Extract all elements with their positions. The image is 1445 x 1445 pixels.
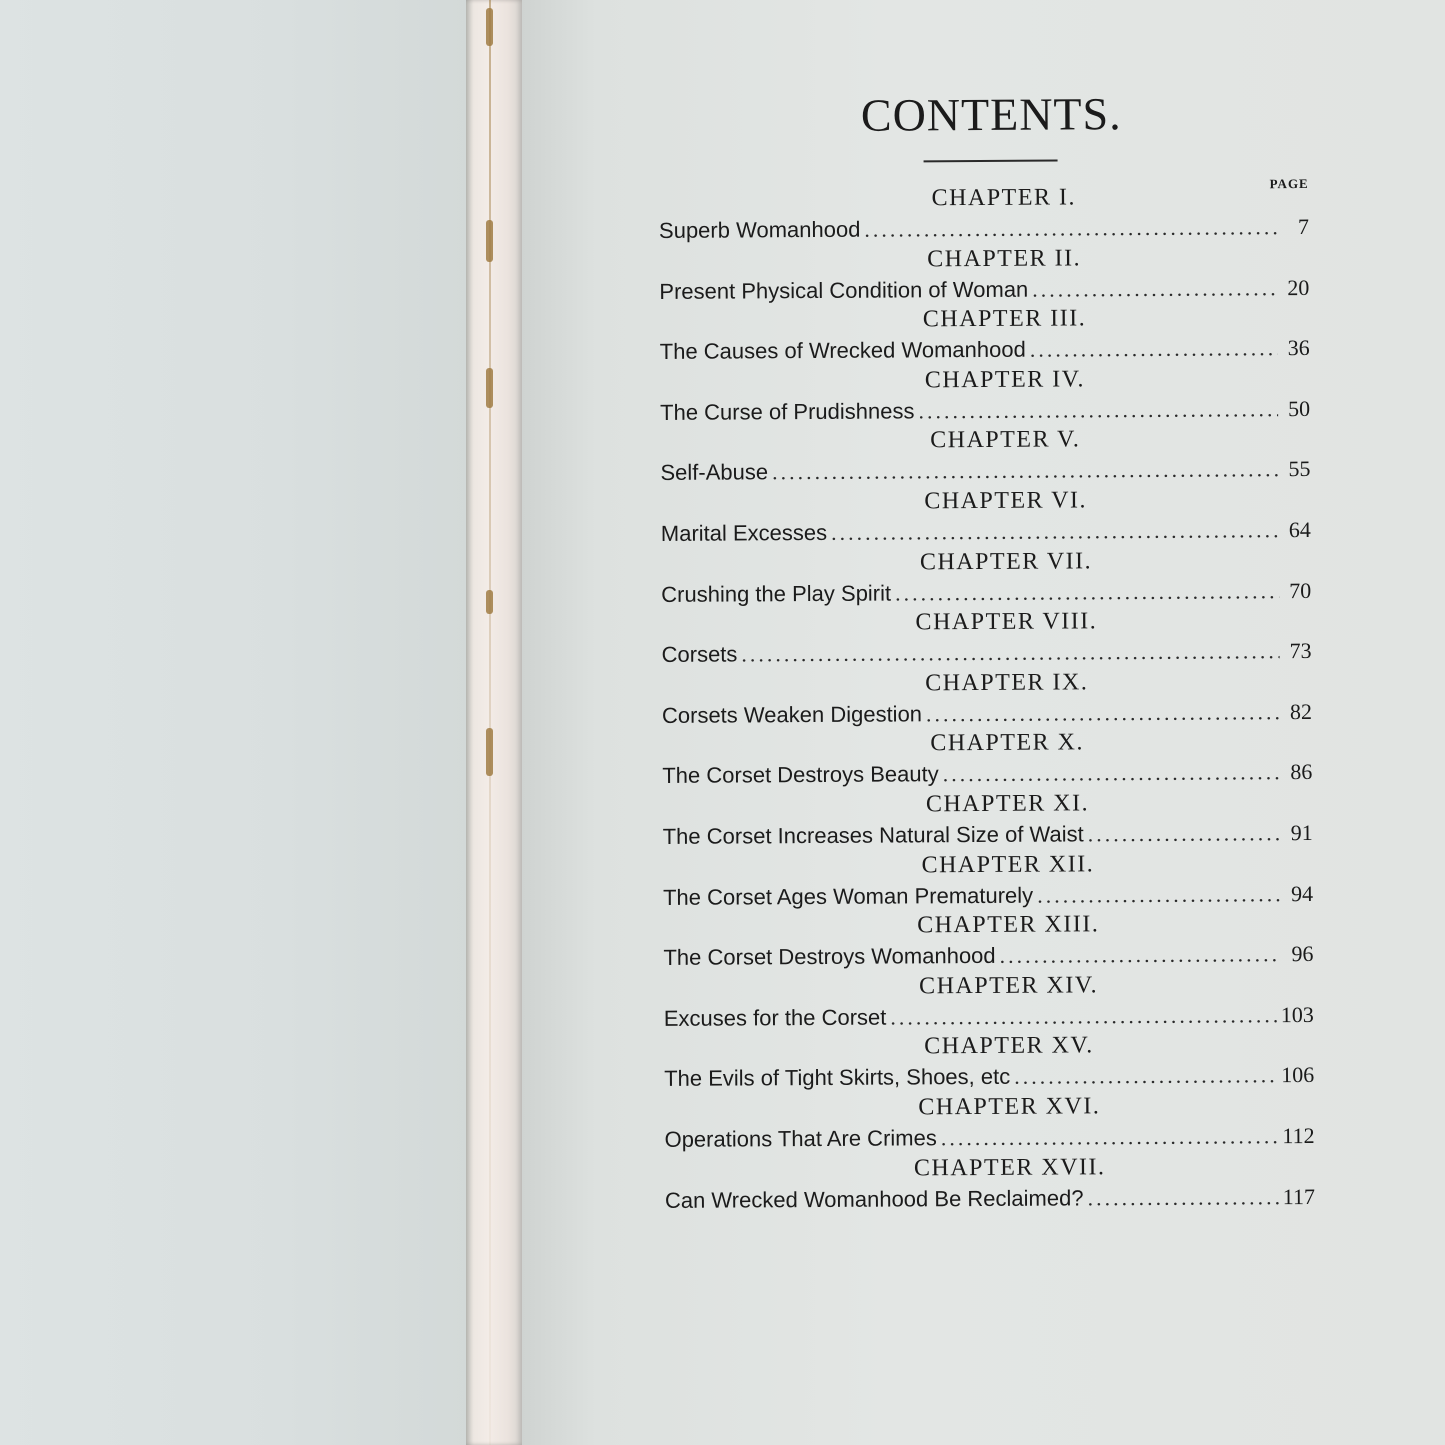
dot-leader bbox=[943, 760, 1281, 788]
page-number: 73 bbox=[1289, 638, 1312, 664]
chapter-heading: CHAPTER XII. bbox=[921, 850, 1095, 878]
dot-leader bbox=[918, 396, 1278, 424]
chapter-title: Marital Excesses bbox=[660, 519, 828, 546]
page-number: 70 bbox=[1289, 577, 1312, 603]
page-number: 117 bbox=[1282, 1183, 1315, 1209]
dot-leader bbox=[1087, 1184, 1278, 1211]
dot-leader bbox=[1037, 881, 1281, 908]
chapter-title: The Corset Destroys Womanhood bbox=[663, 943, 996, 971]
binding-stitch bbox=[486, 8, 493, 46]
chapter-title-row bbox=[664, 1002, 1314, 1032]
chapter-title-row bbox=[665, 1183, 1315, 1213]
chapter-heading: CHAPTER II. bbox=[927, 244, 1082, 272]
dot-leader bbox=[1032, 275, 1277, 302]
chapter-entry bbox=[662, 726, 1312, 791]
blank-left-page bbox=[0, 0, 472, 1445]
dot-leader bbox=[1030, 335, 1278, 363]
dot-leader bbox=[890, 1002, 1277, 1030]
chapter-entry bbox=[663, 848, 1313, 913]
chapter-entry bbox=[662, 787, 1312, 852]
chapter-entry bbox=[659, 242, 1309, 307]
chapter-heading: CHAPTER IX. bbox=[925, 669, 1089, 697]
page-number: 96 bbox=[1291, 941, 1314, 967]
chapter-title-row bbox=[662, 759, 1312, 789]
chapter-entry bbox=[660, 363, 1310, 428]
chapter-title: Corsets bbox=[661, 641, 738, 668]
binding-stitch bbox=[486, 220, 493, 262]
chapter-title: Self-Abuse bbox=[660, 459, 769, 486]
chapter-title-row bbox=[660, 335, 1310, 365]
chapter-heading: CHAPTER VIII. bbox=[915, 608, 1098, 636]
page-title: CONTENTS. bbox=[860, 88, 1122, 141]
chapter-title: Can Wrecked Womanhood Be Reclaimed? bbox=[664, 1184, 1084, 1213]
title-rule bbox=[924, 160, 1058, 163]
book-spine bbox=[466, 0, 522, 1445]
chapter-heading: CHAPTER VII. bbox=[919, 547, 1093, 575]
chapter-heading: CHAPTER XIV. bbox=[919, 972, 1099, 1000]
chapter-title-row bbox=[662, 699, 1312, 729]
chapter-title-row bbox=[662, 638, 1312, 668]
page-number: 20 bbox=[1287, 274, 1310, 300]
chapter-heading: CHAPTER III. bbox=[922, 305, 1087, 333]
page-number: 103 bbox=[1280, 1001, 1314, 1027]
chapter-entry bbox=[663, 908, 1313, 973]
dot-leader bbox=[741, 638, 1279, 667]
chapter-title-row bbox=[661, 578, 1311, 608]
table-of-contents bbox=[636, 0, 1325, 1445]
page-column-label: PAGE bbox=[1269, 175, 1309, 192]
binding-thread bbox=[489, 0, 491, 1445]
chapter-heading: CHAPTER XVI. bbox=[918, 1093, 1101, 1121]
chapter-heading: CHAPTER I. bbox=[931, 184, 1077, 212]
chapter-title-row bbox=[660, 456, 1310, 486]
chapter-entry bbox=[664, 969, 1314, 1034]
binding-stitch bbox=[486, 728, 493, 776]
chapter-entry bbox=[662, 666, 1312, 731]
chapter-title-row bbox=[660, 396, 1310, 426]
chapter-title-row bbox=[659, 275, 1309, 305]
dot-leader bbox=[831, 517, 1279, 546]
chapter-title-row bbox=[661, 517, 1311, 547]
dot-leader bbox=[1088, 820, 1281, 847]
binding-stitch bbox=[486, 590, 493, 614]
chapter-title: The Causes of Wrecked Womanhood bbox=[659, 336, 1026, 365]
chapter-entry bbox=[664, 1090, 1314, 1155]
page-number: 94 bbox=[1290, 880, 1314, 906]
dot-leader bbox=[1014, 1063, 1277, 1091]
chapter-entry bbox=[665, 1150, 1315, 1215]
chapter-entry bbox=[660, 423, 1310, 488]
chapter-title: The Corset Destroys Beauty bbox=[662, 761, 939, 789]
chapter-title: Operations That Are Crimes bbox=[664, 1125, 937, 1152]
chapter-title: The Curse of Prudishness bbox=[660, 398, 915, 425]
chapter-heading: CHAPTER V. bbox=[930, 426, 1081, 454]
chapter-title: Superb Womanhood bbox=[658, 216, 861, 243]
page-number: 7 bbox=[1297, 213, 1310, 240]
chapter-title: Present Physical Condition of Woman bbox=[659, 276, 1029, 304]
chapter-entry bbox=[661, 545, 1311, 610]
chapter-title: The Corset Ages Woman Prematurely bbox=[662, 882, 1034, 910]
chapter-heading: CHAPTER X. bbox=[930, 729, 1085, 757]
chapter-heading: CHAPTER IV. bbox=[924, 366, 1086, 394]
chapter-heading: CHAPTER XVII. bbox=[913, 1153, 1106, 1181]
page-number: 82 bbox=[1289, 698, 1313, 724]
page-number: 64 bbox=[1288, 516, 1311, 543]
chapter-title-row bbox=[663, 941, 1313, 971]
dot-leader bbox=[864, 214, 1277, 243]
chapter-title-row bbox=[659, 214, 1309, 244]
page-number: 112 bbox=[1282, 1122, 1315, 1149]
chapter-heading: CHAPTER XI. bbox=[925, 790, 1090, 818]
chapter-heading: CHAPTER XV. bbox=[924, 1032, 1094, 1060]
page-number: 50 bbox=[1288, 395, 1311, 421]
chapter-entry bbox=[659, 181, 1309, 246]
chapter-list bbox=[659, 181, 1315, 1215]
page-number: 106 bbox=[1281, 1062, 1315, 1088]
binding-stitch bbox=[486, 368, 493, 408]
chapter-entry bbox=[664, 1029, 1314, 1094]
chapter-title-row bbox=[664, 1062, 1314, 1092]
chapter-title-row bbox=[663, 820, 1313, 850]
chapter-title-row bbox=[664, 1123, 1314, 1153]
page-number: 55 bbox=[1288, 456, 1311, 482]
chapter-title: Crushing the Play Spirit bbox=[661, 580, 892, 607]
dot-leader bbox=[941, 1123, 1279, 1151]
dot-leader bbox=[895, 578, 1279, 606]
page-number: 91 bbox=[1290, 819, 1313, 846]
page-number: 86 bbox=[1290, 759, 1313, 785]
page-number: 36 bbox=[1287, 335, 1310, 361]
dot-leader bbox=[926, 699, 1280, 727]
chapter-entry bbox=[659, 302, 1309, 367]
chapter-entry bbox=[661, 484, 1311, 549]
chapter-title-row bbox=[663, 881, 1313, 911]
chapter-entry bbox=[661, 605, 1311, 670]
dot-leader bbox=[772, 457, 1279, 486]
chapter-heading: CHAPTER XIII. bbox=[917, 911, 1100, 939]
chapter-title: The Corset Increases Natural Size of Waist bbox=[662, 821, 1084, 849]
chapter-heading: CHAPTER VI. bbox=[924, 487, 1088, 515]
dot-leader bbox=[1000, 941, 1282, 969]
chapter-title: Corsets Weaken Digestion bbox=[661, 701, 923, 728]
chapter-title: Excuses for the Corset bbox=[663, 1004, 887, 1031]
chapter-title: The Evils of Tight Skirts, Shoes, etc bbox=[664, 1064, 1011, 1092]
